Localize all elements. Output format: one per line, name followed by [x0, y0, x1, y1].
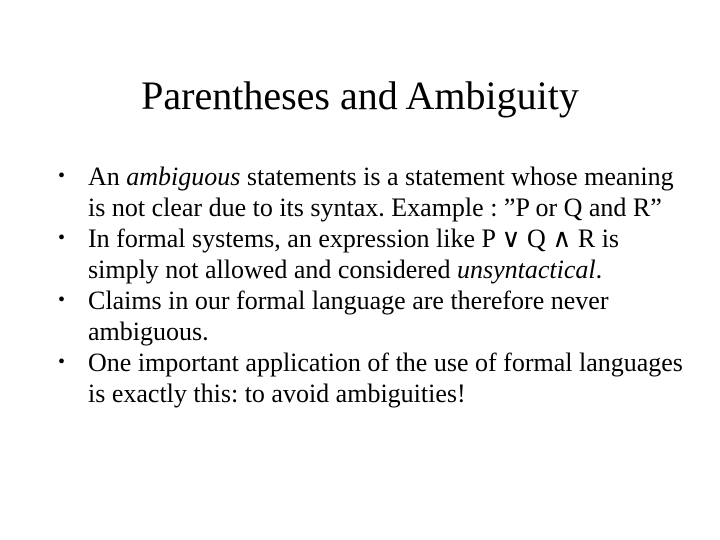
slide-title: Parentheses and Ambiguity — [141, 73, 579, 118]
bullet-icon: • — [58, 289, 66, 311]
bullet-text-end: statements is a statement whose meaning is not clear due to its syntax. Example : ”P or Q and R” — [88, 162, 674, 222]
bullet-emphasis: unsyntactical — [456, 255, 596, 284]
bullet-item-ambiguous-definition — [58, 161, 688, 223]
bullet-emphasis: ambiguous — [126, 162, 241, 191]
bullet-icon: • — [58, 227, 66, 249]
bullet-item-never-ambiguous — [58, 285, 688, 347]
bullet-icon: • — [58, 351, 66, 373]
bullet-text: Claims in our formal language are therefore never ambiguous. — [88, 286, 609, 346]
bullet-item-avoid-ambiguities — [58, 347, 688, 409]
bullet-text-start: An — [88, 162, 127, 191]
bullet-text: One important application of the use of formal languages is exactly this: to avoid ambiguities! — [88, 348, 683, 408]
bullet-text-end: . — [595, 255, 603, 284]
bullet-item-formal-systems — [58, 223, 688, 285]
bullet-list — [58, 161, 688, 409]
bullet-icon: • — [58, 165, 66, 187]
bullet-text-start: In formal systems, an expression like P ∨ Q ∧ R is simply not allowed and considered — [88, 224, 620, 284]
